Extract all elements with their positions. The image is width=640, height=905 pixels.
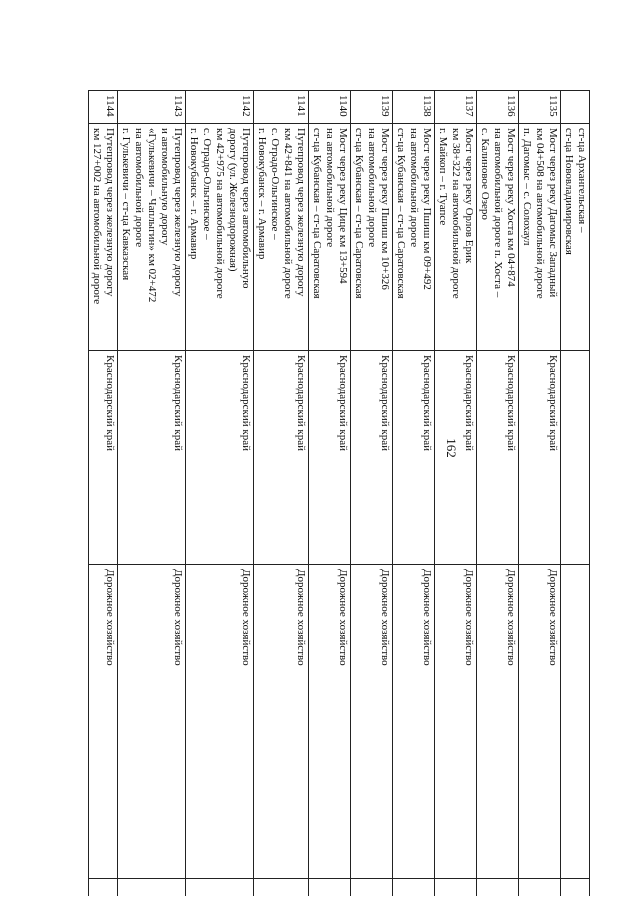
- row-number: 1141: [254, 91, 309, 124]
- object-line: г. Гулькевичи – ст-ца Кавказская: [120, 128, 132, 281]
- empty-cell: [519, 879, 561, 897]
- object-line: ст-ца Кубанская – ст-ца Саратовская: [311, 128, 323, 299]
- row-number: 1138: [393, 91, 435, 124]
- region-cell: Краснодарский край: [477, 351, 519, 565]
- object-description: [186, 124, 254, 351]
- object-line: п. Дагомыс – с. Солохаул: [521, 128, 533, 246]
- object-line: и автомобильную дорогу: [159, 128, 171, 246]
- region-cell: Краснодарский край: [118, 351, 186, 565]
- object-line: км 42+975 на автомобильной дороге: [214, 128, 226, 299]
- object-description: [393, 124, 435, 351]
- table-row: [561, 91, 590, 897]
- object-line: г. Новокубанск – г. Армавир: [256, 128, 268, 260]
- object-line: км 127+002 на автомобильной дороге: [91, 128, 103, 305]
- region-cell: Краснодарский край: [89, 351, 118, 565]
- region-cell: [561, 351, 590, 565]
- object-description: [89, 124, 118, 351]
- table-wrapper: [86, 90, 590, 896]
- row-number: 1137: [435, 91, 477, 124]
- row-number: 1140: [309, 91, 351, 124]
- object-line: Мост через реку Цице км 13+594: [337, 128, 349, 284]
- row-number: 1142: [186, 91, 254, 124]
- object-line: «Гулькевичи – Чаплыгин» км 02+472: [146, 128, 158, 303]
- table-body: [89, 91, 590, 897]
- object-line: ст-ца Архангельская –: [576, 128, 588, 233]
- row-number: 1135: [519, 91, 561, 124]
- object-line: г. Новокубанск – г. Армавир: [188, 128, 200, 260]
- object-line: Мост через реку Орлов Ерик: [463, 128, 475, 264]
- object-description: [561, 124, 590, 351]
- empty-cell: [118, 879, 186, 897]
- object-line: Путепровод через автомобильную: [240, 128, 252, 289]
- object-line: на автомобильной дороге: [366, 128, 378, 248]
- object-line: с. Отрадо-Ольгинское –: [201, 128, 213, 240]
- object-description: [435, 124, 477, 351]
- object-line: ст-ца Кубанская – ст-ца Саратовская: [353, 128, 365, 299]
- object-line: км 04+508 на автомобильной дороге: [534, 128, 546, 299]
- empty-cell: [435, 879, 477, 897]
- row-number: 1139: [351, 91, 393, 124]
- row-number: [561, 91, 590, 124]
- object-line: ст-ца Кубанская – ст-ца Саратовская: [395, 128, 407, 299]
- object-line: Путепровод через железную дорогу: [104, 128, 116, 297]
- region-cell: Краснодарский край: [351, 351, 393, 565]
- table-row: [186, 91, 254, 897]
- region-cell: Краснодарский край: [519, 351, 561, 565]
- owner-cell: Дорожное хозяйство: [393, 565, 435, 879]
- object-line: Мост через реку Хоста км 04+874: [505, 128, 517, 287]
- page-number: 162: [444, 438, 459, 458]
- empty-cell: [477, 879, 519, 897]
- owner-cell: [561, 565, 590, 879]
- table-row: [254, 91, 309, 897]
- object-line: км 42+841 на автомобильной дороге: [282, 128, 294, 299]
- object-line: на автомобильной дороге: [324, 128, 336, 248]
- table-row: [477, 91, 519, 897]
- object-line: на автомобильной дороге: [408, 128, 420, 248]
- object-line: с. Отрадо-Ольгинское –: [269, 128, 281, 240]
- owner-cell: Дорожное хозяйство: [519, 565, 561, 879]
- object-line: с. Калиновое Озеро: [479, 128, 491, 220]
- row-number: 1144: [89, 91, 118, 124]
- owner-cell: Дорожное хозяйство: [118, 565, 186, 879]
- empty-cell: [393, 879, 435, 897]
- object-line: Путепровод через железную дорогу: [295, 128, 307, 297]
- object-line: г. Майкоп – г. Туапсе: [437, 128, 449, 226]
- object-description: [477, 124, 519, 351]
- region-cell: Краснодарский край: [435, 351, 477, 565]
- row-number: 1136: [477, 91, 519, 124]
- region-cell: Краснодарский край: [393, 351, 435, 565]
- empty-cell: [351, 879, 393, 897]
- object-line: на автомобильной дороге: [133, 128, 145, 248]
- empty-cell: [89, 879, 118, 897]
- object-line: Мост через реку Пшиш км 10+326: [379, 128, 391, 290]
- object-line: Мост через реку Дагомыс Западный: [547, 128, 559, 298]
- object-line: км 38+322 на автомобильной дороге: [450, 128, 462, 299]
- object-line: Путепровод через железную дорогу: [172, 128, 184, 297]
- owner-cell: Дорожное хозяйство: [477, 565, 519, 879]
- object-description: [519, 124, 561, 351]
- owner-cell: Дорожное хозяйство: [309, 565, 351, 879]
- table-row: [89, 91, 118, 897]
- owner-cell: Дорожное хозяйство: [186, 565, 254, 879]
- table-row: [309, 91, 351, 897]
- owner-cell: Дорожное хозяйство: [351, 565, 393, 879]
- object-line: ст-ца Нововладимировская: [563, 128, 575, 255]
- table-row: [519, 91, 561, 897]
- table-row: [435, 91, 477, 897]
- empty-cell: [186, 879, 254, 897]
- objects-table: [88, 90, 590, 896]
- table-row: [118, 91, 186, 897]
- object-description: [118, 124, 186, 351]
- object-line: дорогу (ул. Железнодорожная): [227, 128, 239, 272]
- owner-cell: Дорожное хозяйство: [254, 565, 309, 879]
- empty-cell: [309, 879, 351, 897]
- region-cell: Краснодарский край: [309, 351, 351, 565]
- row-number: 1143: [118, 91, 186, 124]
- region-cell: Краснодарский край: [254, 351, 309, 565]
- owner-cell: Дорожное хозяйство: [435, 565, 477, 879]
- object-description: [309, 124, 351, 351]
- object-line: Мост через реку Пшиш км 09+492: [421, 128, 433, 290]
- empty-cell: [561, 879, 590, 897]
- rotated-table-area: [86, 90, 590, 896]
- object-line: на автомобильной дороге п. Хоста –: [492, 128, 504, 298]
- table-row: [351, 91, 393, 897]
- object-description: [351, 124, 393, 351]
- object-description: [254, 124, 309, 351]
- empty-cell: [254, 879, 309, 897]
- owner-cell: Дорожное хозяйство: [89, 565, 118, 879]
- region-cell: Краснодарский край: [186, 351, 254, 565]
- table-row: [393, 91, 435, 897]
